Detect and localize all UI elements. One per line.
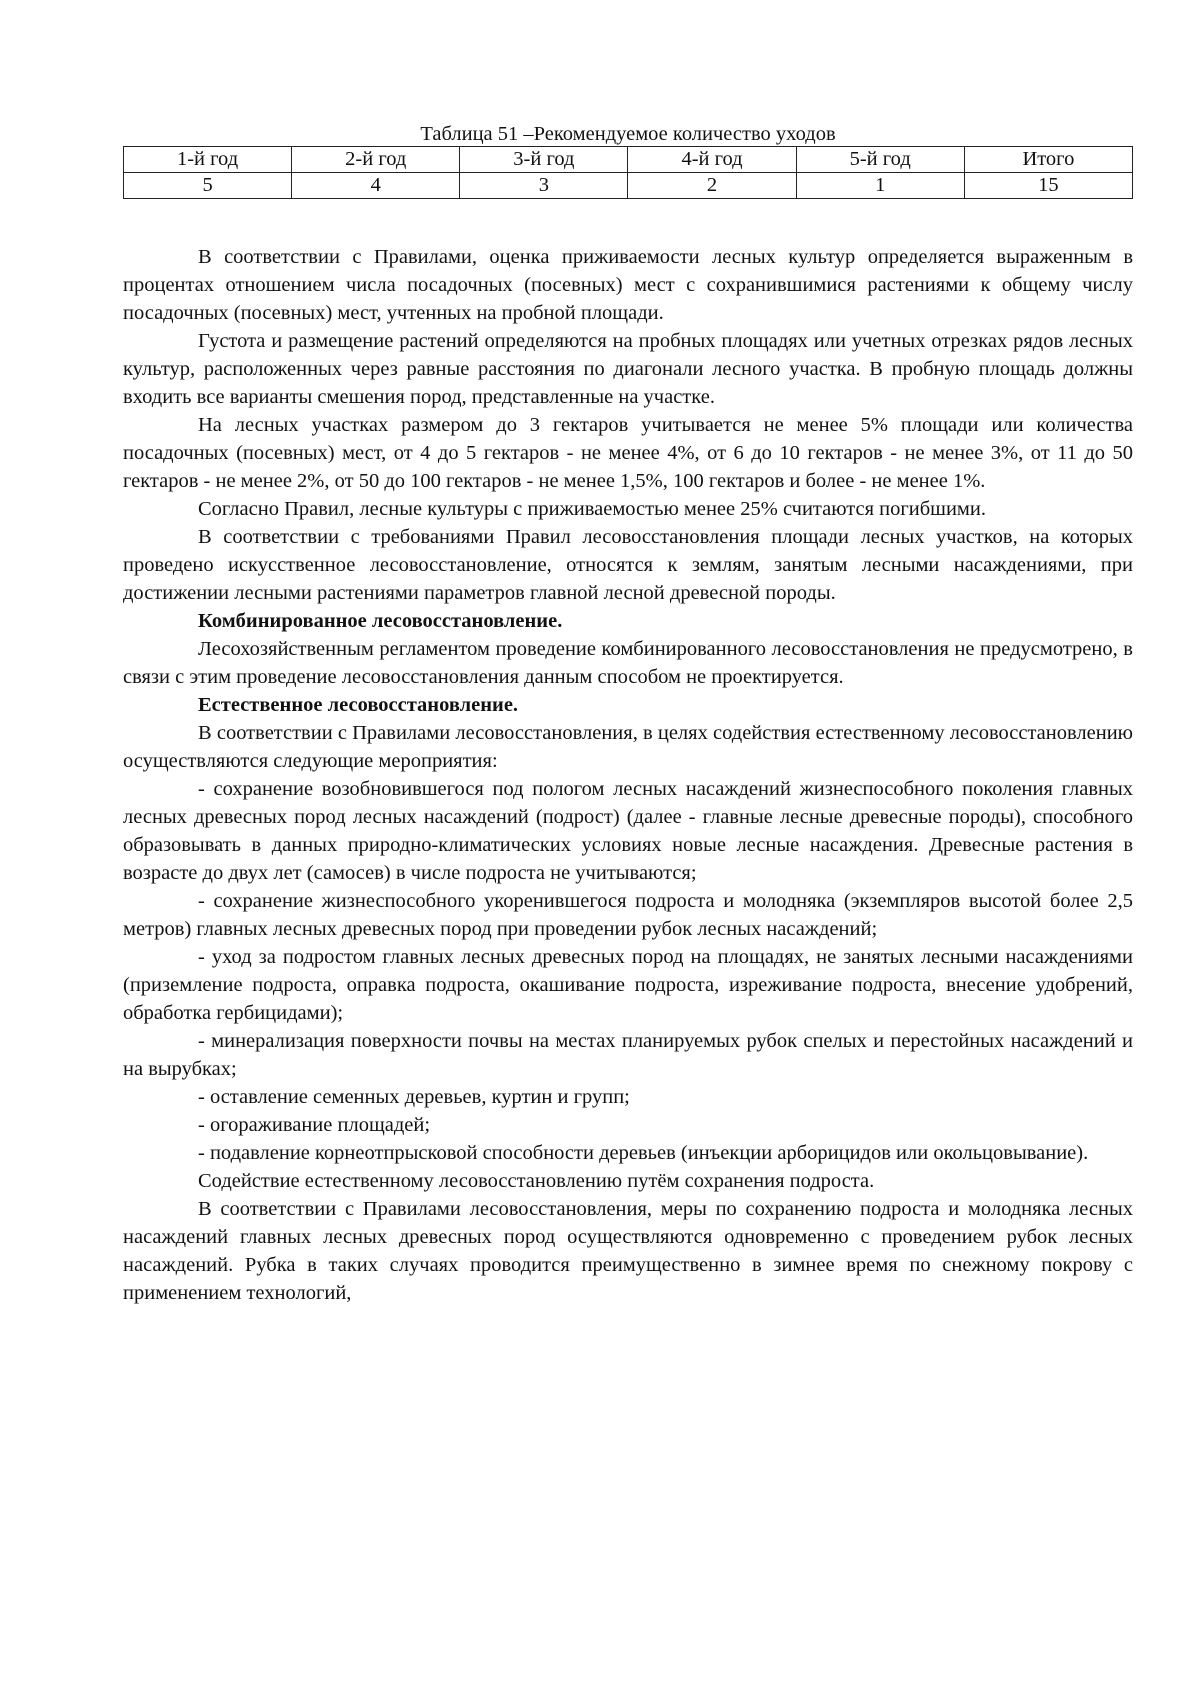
paragraph: Густота и размещение растений определяются на пробных площадях или учетных отрезках рядов лесных культур, расположенных через равные расстояния по диагонали лесного участка. В пробную площадь должны входить все варианты смешения пород, представленные на участке.: [123, 330, 1133, 408]
paragraph: В соответствии с требованиями Правил лесовосстановления площади лесных участков, на которых проведено искусственное лесовосстановление, относятся к землям, занятым лесными насаждениями, при достижении лесными растениями параметров главной лесной древесной породы.: [123, 526, 1133, 604]
table-header-row: [124, 147, 1133, 173]
table-cell: 1: [796, 173, 964, 199]
table-caption: Таблица 51 –Рекомендуемое количество уходов: [420, 123, 836, 145]
section-heading: Комбинированное лесовосстановление.: [198, 610, 563, 632]
paragraph: - подавление корнеотпрысковой способности деревьев (инъекции арборицидов или окольцовывание).: [198, 1142, 1089, 1164]
table-header-cell: 1-й год: [124, 147, 292, 173]
paragraph: В соответствии с Правилами лесовосстановления, в целях содействия естественному лесовосстановлению осуществляются следующие мероприятия:: [123, 722, 1133, 772]
paragraph: - сохранение жизнеспособного укоренившегося подроста и молодняка (экземпляров высотой более 2,5 метров) главных лесных древесных пород при проведении рубок лесных насаждений;: [123, 890, 1133, 940]
body-text: [123, 243, 1133, 1307]
care-count-table: [123, 146, 1133, 199]
section-heading: Естественное лесовосстановление.: [198, 694, 519, 716]
paragraph: Лесохозяйственным регламентом проведение комбинированного лесовосстановления не предусмотрено, в связи с этим проведение лесовосстановления данным способом не проектируется.: [123, 638, 1133, 688]
paragraph: - сохранение возобновившегося под пологом лесных насаждений жизнеспособного поколения главных лесных древесных пород лесных насаждений (подрост) (далее - главные лесные древесные породы), способного образовывать в данных природно-климатических условиях новые лесные насаждения. Древесные растения в возрасте до двух лет (самосев) в числе подроста не учитываются;: [123, 778, 1133, 884]
paragraph: В соответствии с Правилами, оценка приживаемости лесных культур определяется выраженным в процентах отношением числа посадочных (посевных) мест с сохранившимися растениями к общему числу посадочных (посевных) мест, учтенных на пробной площади.: [123, 246, 1133, 324]
table-header-cell: 5-й год: [796, 147, 964, 173]
paragraph: - уход за подростом главных лесных древесных пород на площадях, не занятых лесными насаждениями (приземление подроста, оправка подроста, окашивание подроста, изреживание подроста, внесение удобрений, обработка гербицидами);: [123, 946, 1133, 1024]
table-row: [124, 173, 1133, 199]
table-cell: 2: [628, 173, 796, 199]
paragraph: Согласно Правил, лесные культуры с приживаемостью менее 25% считаются погибшими.: [198, 498, 986, 520]
paragraph: На лесных участках размером до 3 гектаров учитывается не менее 5% площади или количества посадочных (посевных) мест, от 4 до 5 гектаров - не менее 4%, от 6 до 10 гектаров - не менее 3%, от 11 до 50 гектаров - не менее 2%, от 50 до 100 гектаров - не менее 1,5%, 100 гектаров и более - не менее 1%.: [123, 414, 1133, 492]
table-header-cell: Итого: [964, 147, 1132, 173]
table-cell: 15: [964, 173, 1132, 199]
table-header-cell: 4-й год: [628, 147, 796, 173]
table-cell: 5: [124, 173, 292, 199]
table-header-cell: 2-й год: [292, 147, 460, 173]
paragraph: Содействие естественному лесовосстановлению путём сохранения подроста.: [198, 1170, 875, 1192]
paragraph: В соответствии с Правилами лесовосстановления, меры по сохранению подроста и молодняка лесных насаждений главных лесных древесных пород осуществляются одновременно с проведением рубок лесных насаждений. Рубка в таких случаях проводится преимущественно в зимнее время по снежному покрову с применением технологий,: [123, 1198, 1133, 1304]
table-cell: 4: [292, 173, 460, 199]
table-cell: 3: [460, 173, 628, 199]
paragraph: - огораживание площадей;: [198, 1114, 431, 1136]
paragraph: - минерализация поверхности почвы на местах планируемых рубок спелых и перестойных насаждений и на вырубках;: [123, 1030, 1133, 1080]
document-page: [123, 122, 1133, 1307]
paragraph: - оставление семенных деревьев, куртин и групп;: [198, 1086, 630, 1108]
table-header-cell: 3-й год: [460, 147, 628, 173]
